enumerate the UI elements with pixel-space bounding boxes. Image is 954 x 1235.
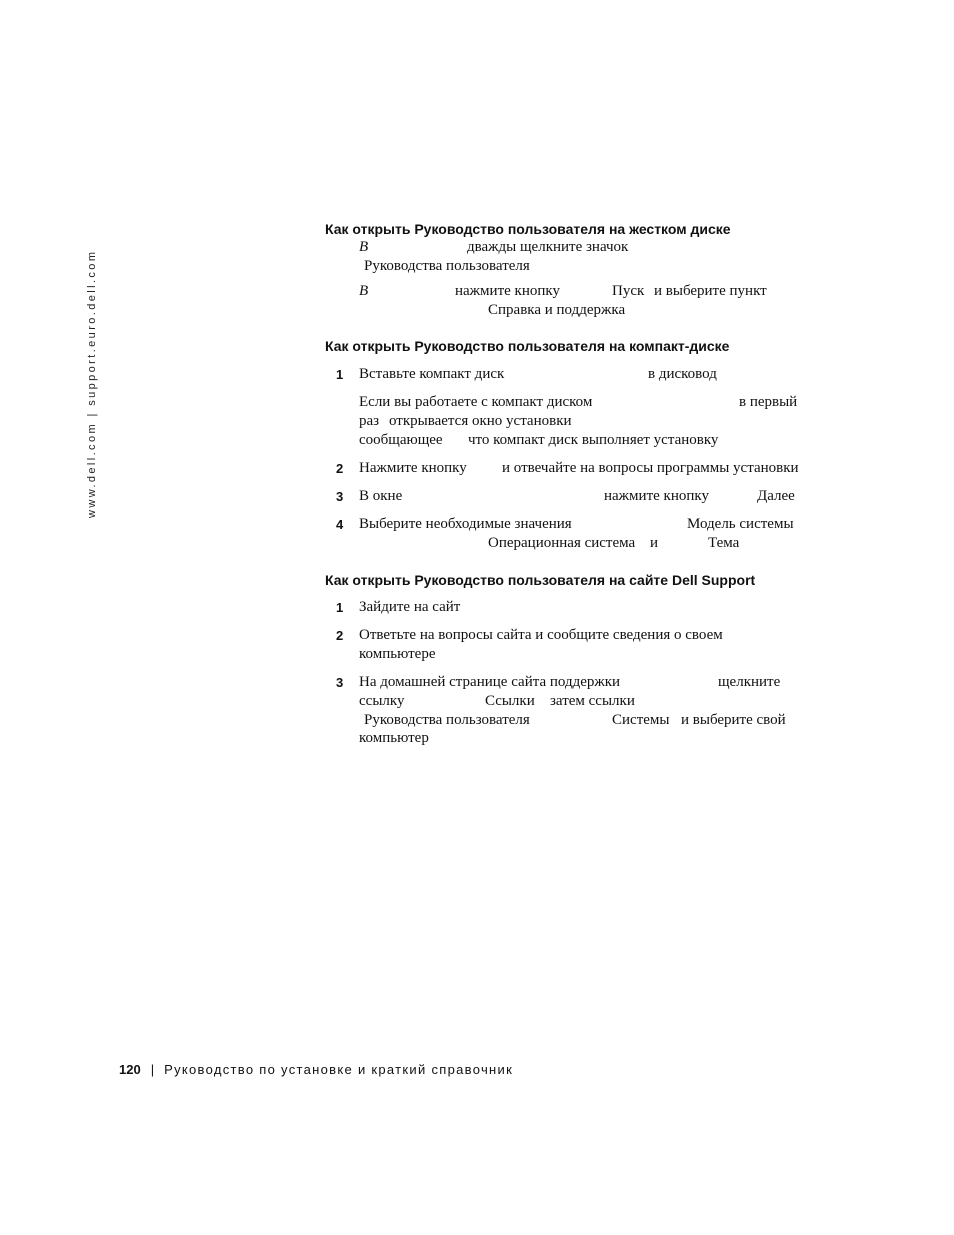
text: Если вы работаете с компакт диском bbox=[359, 394, 593, 410]
text: Выберите необходимые значения bbox=[359, 516, 572, 532]
list-number: 4 bbox=[336, 517, 344, 532]
text: что компакт диск выполняет установку bbox=[468, 432, 719, 448]
footer-separator: | bbox=[150, 1062, 155, 1077]
text: Далее bbox=[757, 488, 795, 504]
list-number: 2 bbox=[336, 461, 344, 476]
text: Справка и поддержка bbox=[488, 302, 626, 318]
heading-cd: Как открыть Руководство пользователя на компакт-диске bbox=[325, 338, 730, 354]
text: и выберите пункт bbox=[654, 283, 767, 299]
text: раз bbox=[359, 413, 380, 429]
text: Руководства пользователя bbox=[364, 258, 530, 274]
list-number: 2 bbox=[336, 628, 344, 643]
text: В bbox=[359, 283, 369, 299]
side-url-text: www.dell.com | support.euro.dell.com bbox=[86, 249, 98, 518]
text: открывается окно установки bbox=[389, 413, 572, 429]
text: Тема bbox=[708, 535, 740, 551]
text: затем ссылки bbox=[550, 693, 635, 709]
text: щелкните bbox=[718, 674, 781, 690]
text: Нажмите кнопку bbox=[359, 460, 467, 476]
text: Вставьте компакт диск bbox=[359, 366, 505, 382]
side-url bbox=[84, 222, 100, 518]
page-number: 120 bbox=[119, 1062, 141, 1077]
text: в дисковод bbox=[648, 366, 717, 382]
text: и выберите свой bbox=[681, 712, 786, 728]
text: В окне bbox=[359, 488, 403, 504]
text: Ссылки bbox=[485, 693, 535, 709]
list-number: 1 bbox=[336, 600, 344, 615]
text: нажмите кнопку bbox=[604, 488, 709, 504]
text: Руководства пользователя bbox=[364, 712, 530, 728]
text: ссылку bbox=[359, 693, 405, 709]
text: Зайдите на сайт bbox=[359, 599, 461, 615]
heading-hard-disk: Как открыть Руководство пользователя на жестком диске bbox=[325, 221, 731, 237]
text: Ответьте на вопросы сайта и сообщите сведения о своем bbox=[359, 627, 723, 643]
text: На домашней странице сайта поддержки bbox=[359, 674, 621, 690]
footer-title: Руководство по установке и краткий справочник bbox=[164, 1062, 514, 1077]
text: компьютер bbox=[359, 730, 429, 746]
text: компьютере bbox=[359, 646, 436, 662]
text: сообщающее bbox=[359, 432, 443, 448]
text: и bbox=[650, 535, 659, 551]
text: В bbox=[359, 239, 369, 255]
text: Операционная система bbox=[488, 535, 636, 551]
heading-dell-support: Как открыть Руководство пользователя на сайте Dell Support bbox=[325, 572, 756, 588]
text: дважды щелкните значок bbox=[467, 239, 629, 255]
text: Пуск bbox=[612, 283, 645, 299]
page-footer bbox=[119, 1062, 513, 1077]
text: Системы bbox=[612, 712, 670, 728]
text: в первый bbox=[739, 394, 798, 410]
text: и отвечайте на вопросы программы установки bbox=[502, 460, 799, 476]
list-number: 3 bbox=[336, 489, 344, 504]
list-number: 3 bbox=[336, 675, 344, 690]
list-number: 1 bbox=[336, 367, 344, 382]
text: нажмите кнопку bbox=[455, 283, 560, 299]
text: Модель системы bbox=[687, 516, 794, 532]
